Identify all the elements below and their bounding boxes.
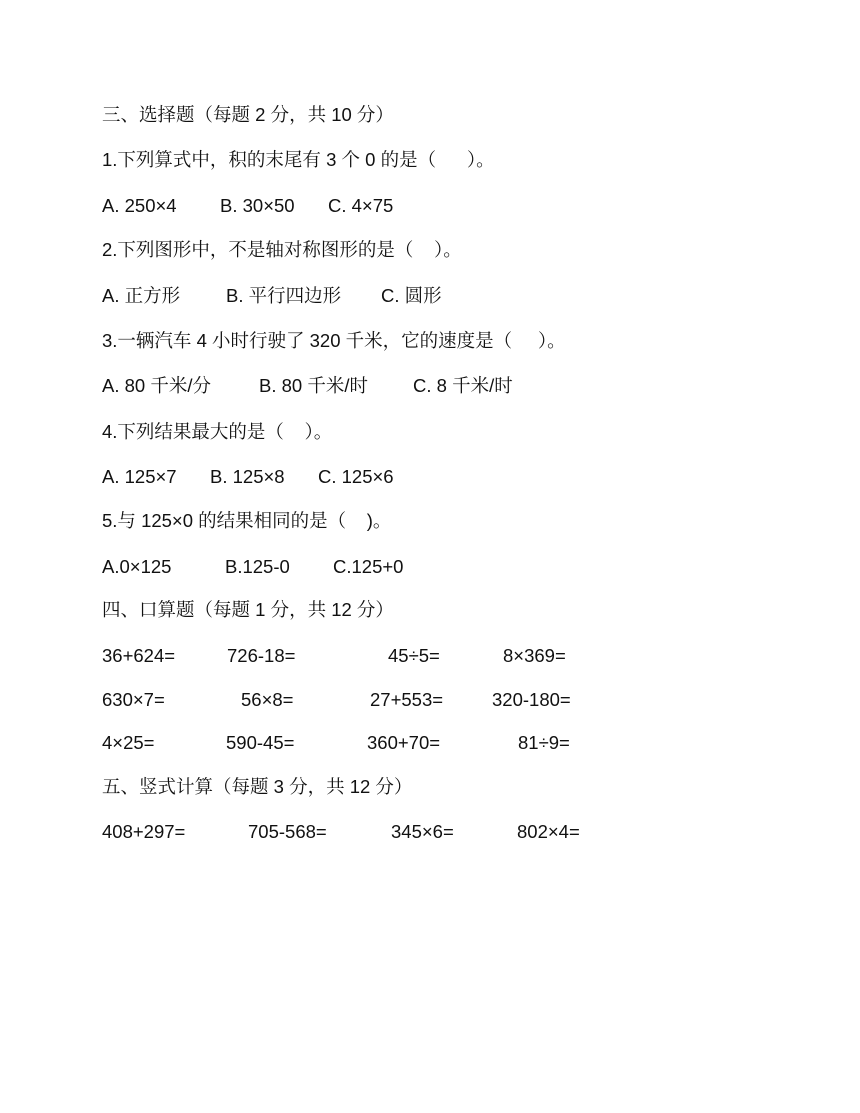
written-calc-item: 345×6= [391,821,454,842]
section5-heading: 五、竖式计算（每题 3 分，共 12 分） [102,776,413,797]
option-a: A. 250×4 [102,195,177,216]
question-4-stem: 4.下列结果最大的是（ ）。 [102,421,333,442]
option-a: A. 125×7 [102,466,177,487]
written-calc-row [102,820,580,964]
option-c: C. 圆形 [381,285,442,306]
question-1-stem: 1.下列算式中，积的末尾有 3 个 0 的是（ ）。 [102,149,495,170]
question-5-stem: 5.与 125×0 的结果相同的是（ )。 [102,510,392,531]
mental-math-item: 320-180= [492,689,571,710]
option-c: C. 8 千米/时 [413,375,513,396]
option-c: C.125+0 [333,556,404,577]
written-calc-item: 408+297= [102,821,186,842]
mental-math-item: 81÷9= [518,732,570,753]
section4-heading: 四、口算题（每题 1 分，共 12 分） [102,599,394,620]
option-a: A.0×125 [102,556,172,577]
section3-heading: 三、选择题（每题 2 分，共 10 分） [102,104,394,125]
option-b: B. 平行四边形 [226,285,342,306]
option-b: B. 80 千米/时 [259,375,368,396]
mental-math-item: 360+70= [367,732,441,753]
mental-math-item: 630×7= [102,689,165,710]
question-3-stem: 3.一辆汽车 4 小时行驶了 320 千米，它的速度是（ ）。 [102,330,566,351]
option-b: B. 30×50 [220,195,295,216]
option-c: C. 4×75 [328,195,394,216]
mental-math-item: 590-45= [226,732,295,753]
mental-math-item: 56×8= [241,689,294,710]
option-c: C. 125×6 [318,466,394,487]
option-b: B. 125×8 [210,466,285,487]
written-calc-item: 802×4= [517,821,580,842]
mental-math-item: 36+624= [102,645,176,666]
mental-math-item: 4×25= [102,732,155,753]
question-2-stem: 2.下列图形中，不是轴对称图形的是（ ）。 [102,239,462,260]
option-b: B.125-0 [225,556,290,577]
mental-math-item: 726-18= [227,645,296,666]
mental-math-item: 27+553= [370,689,444,710]
mental-math-item: 45÷5= [388,645,440,666]
written-calc-item: 705-568= [248,821,327,842]
mental-math-item: 8×369= [503,645,566,666]
option-a: A. 正方形 [102,285,181,306]
option-a: A. 80 千米/分 [102,375,211,396]
